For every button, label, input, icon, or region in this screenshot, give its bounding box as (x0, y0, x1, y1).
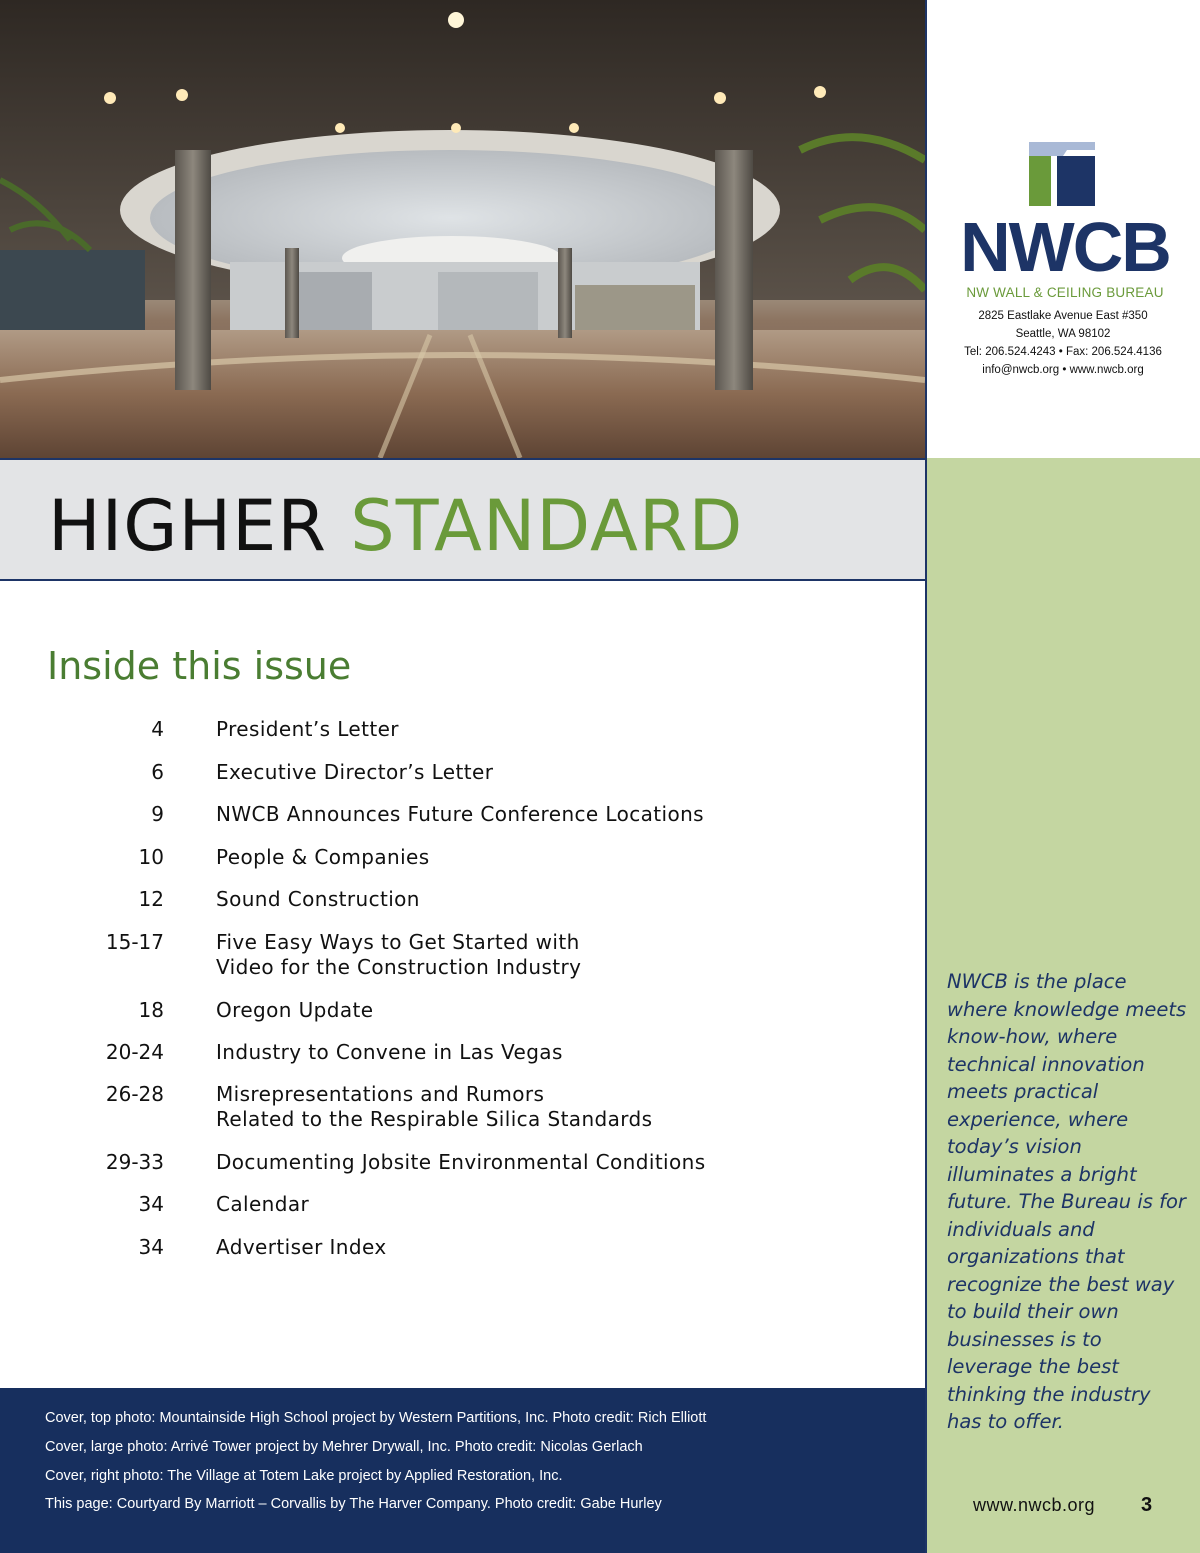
toc-title (216, 1082, 856, 1132)
credit-line: This page: Courtyard By Marriott – Corvallis by The Harver Company. Photo credit: Gabe Hurley (45, 1496, 662, 1512)
toc-title (216, 802, 856, 827)
toc-page-number: 15-17 (105, 930, 164, 954)
toc-title-line: People & Companies (216, 845, 430, 869)
web-line: info@nwcb.org • www.nwcb.org (982, 364, 1144, 376)
toc-title-line: Misrepresentations and Rumors (216, 1082, 545, 1106)
toc-page-number: 34 (138, 1235, 164, 1259)
toc-title (216, 1040, 856, 1065)
toc-title (216, 1235, 856, 1260)
cover-photo (0, 0, 925, 458)
toc-title-line: President’s Letter (216, 717, 399, 741)
toc-title-line: Video for the Construction Industry (216, 955, 582, 979)
toc-title-line: Executive Director’s Letter (216, 760, 494, 784)
toc-title (216, 760, 856, 785)
title-word-1: HIGHER (48, 485, 328, 567)
toc-title (216, 717, 856, 742)
toc-page-number: 12 (138, 887, 164, 911)
brand-subtitle: NW WALL & CEILING BUREAU (966, 285, 1164, 300)
toc-title (216, 998, 856, 1023)
toc-title-line: NWCB Announces Future Conference Locations (216, 802, 704, 826)
mission-statement: NWCB is the place where knowledge meets know-how, where technical innovation meets practical experience, where today’s vision illuminates a bright future. The Bureau is for individuals and organizations that recognize the best way to build their own businesses is to leverage the best thinking the industry has to offer. (947, 970, 1187, 1433)
nwcb-logo-icon (1029, 142, 1095, 206)
phone-line: Tel: 206.524.4243 • Fax: 206.524.4136 (964, 346, 1162, 358)
logo-panel (925, 0, 1200, 458)
title-band (0, 458, 925, 581)
footer-url[interactable]: www.nwcb.org (973, 1495, 1096, 1515)
toc-page-number: 34 (138, 1192, 164, 1216)
credit-line: Cover, large photo: Arrivé Tower project by Mehrer Drywall, Inc. Photo credit: Nicolas Gerlach (45, 1439, 643, 1455)
toc-title-line: Industry to Convene in Las Vegas (216, 1040, 563, 1064)
toc-title-line: Five Easy Ways to Get Started with (216, 930, 580, 954)
contact-block (937, 307, 1189, 379)
toc-page-number: 6 (151, 760, 164, 784)
page-title (48, 485, 744, 567)
toc-page-number: 20-24 (105, 1040, 164, 1064)
brand-name: NWCB (960, 208, 1170, 286)
toc-title-line: Sound Construction (216, 887, 420, 911)
toc-title (216, 887, 856, 912)
address-line-1: 2825 Eastlake Avenue East #350 (978, 310, 1148, 322)
toc-title-line: Documenting Jobsite Environmental Conditions (216, 1150, 706, 1174)
toc-title-line: Oregon Update (216, 998, 374, 1022)
title-word-2: STANDARD (350, 485, 744, 567)
toc-title-line: Advertiser Index (216, 1235, 387, 1259)
toc-page-number: 26-28 (105, 1082, 164, 1106)
credit-line: Cover, top photo: Mountainside High School project by Western Partitions, Inc. Photo credit: Rich Elliott (45, 1410, 707, 1426)
toc-title (216, 930, 856, 980)
toc-title-line: Calendar (216, 1192, 310, 1216)
toc-title (216, 845, 856, 870)
toc-page-number: 10 (138, 845, 164, 869)
contents-heading: Inside this issue (47, 644, 352, 688)
page-number: 3 (1141, 1494, 1153, 1516)
toc-page-number: 18 (138, 998, 164, 1022)
toc-title (216, 1192, 856, 1217)
toc-page-number: 29-33 (105, 1150, 164, 1174)
sidebar-column (925, 458, 1200, 1553)
photo-credits (0, 1388, 925, 1553)
toc-page-number: 4 (151, 717, 164, 741)
toc-title (216, 1150, 856, 1175)
address-line-2: Seattle, WA 98102 (1015, 328, 1111, 340)
toc-page-number: 9 (151, 802, 164, 826)
credit-line: Cover, right photo: The Village at Totem Lake project by Applied Restoration, Inc. (45, 1468, 563, 1484)
toc-title-line: Related to the Respirable Silica Standards (216, 1107, 653, 1131)
